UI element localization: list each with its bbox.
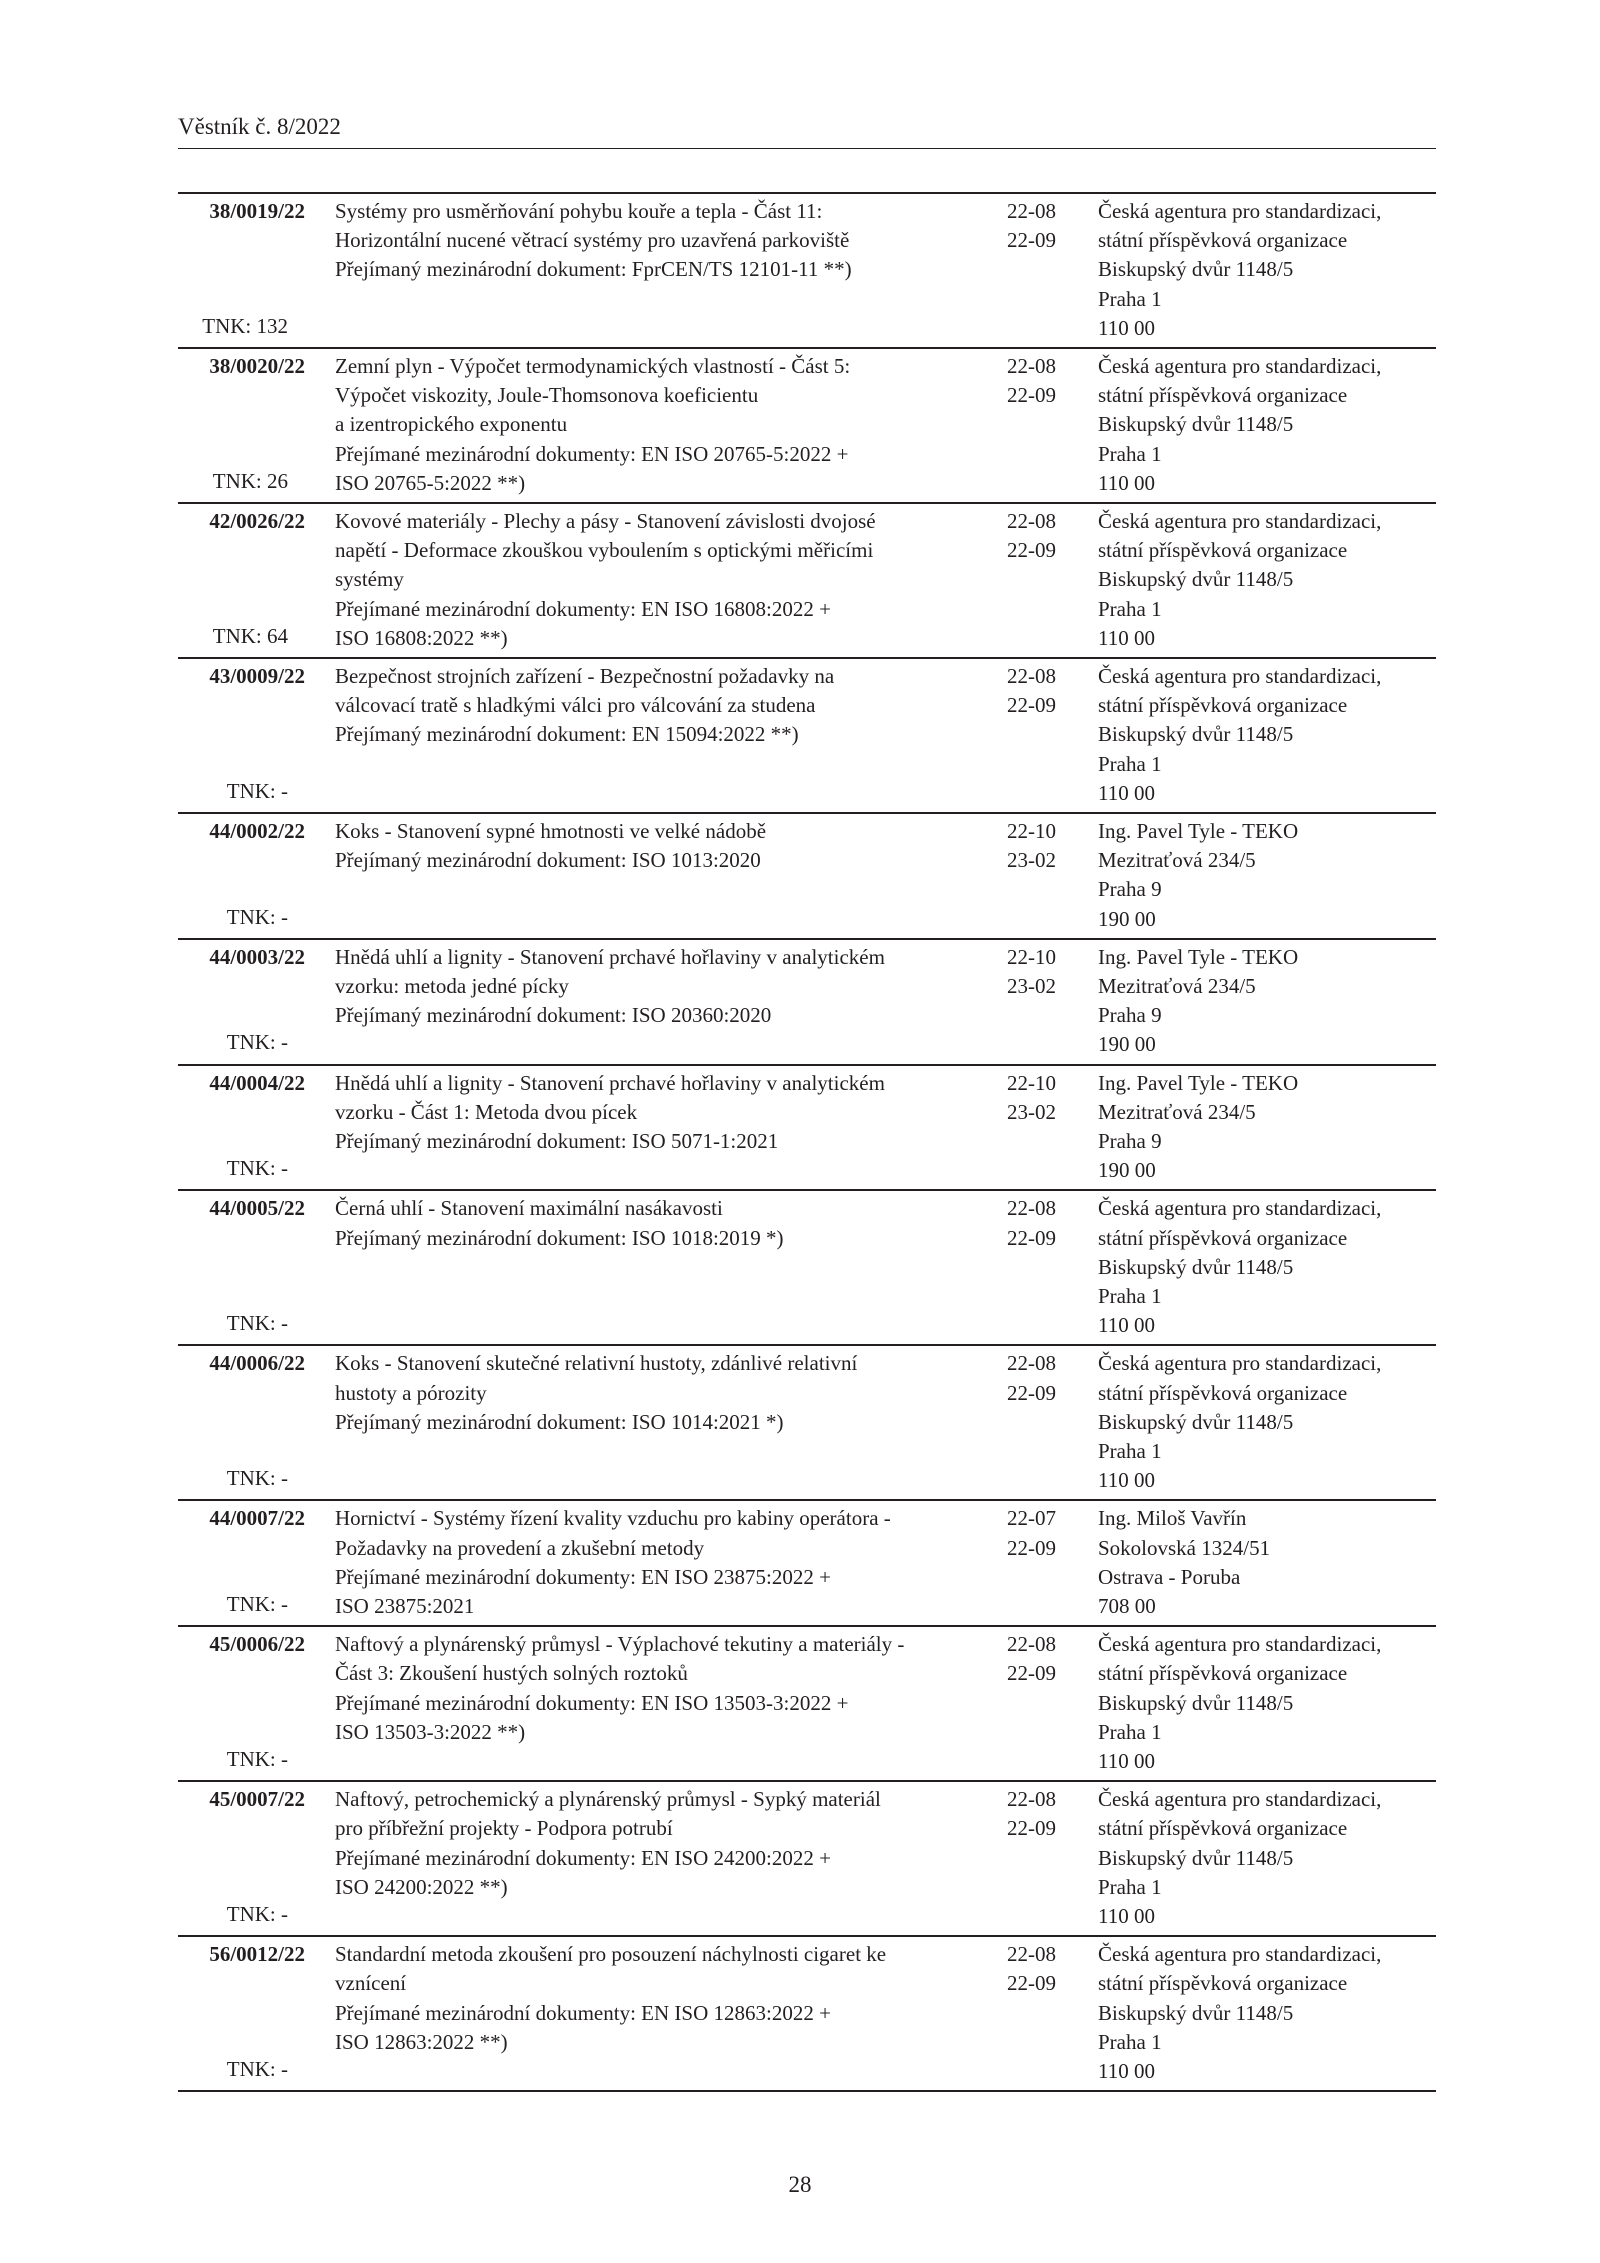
org-line: Mezitraťová 234/5 xyxy=(1098,974,1256,999)
standard-title xyxy=(335,1630,985,1747)
title-line: Přejímaný mezinárodní dokument: EN 15094:2022 **) xyxy=(335,722,799,747)
org-line: státní příspěvková organizace xyxy=(1098,383,1348,408)
date-value: 22-09 xyxy=(1007,1816,1056,1841)
title-line: ISO 24200:2022 **) xyxy=(335,1874,508,1899)
date-value: 22-09 xyxy=(1007,538,1056,563)
title-line: Přejímané mezinárodní dokumenty: EN ISO 13503-3:2022 + xyxy=(335,1690,849,1715)
org-line: 110 00 xyxy=(1098,315,1155,340)
org-line: Biskupský dvůr 1148/5 xyxy=(1098,257,1294,282)
org-line: 110 00 xyxy=(1098,1749,1155,1774)
organization xyxy=(1098,197,1438,343)
tnk-label: TNK: - xyxy=(226,1311,288,1336)
title-line: Systémy pro usměrňování pohybu kouře a tepla - Část 11: xyxy=(335,199,823,223)
title-line: Bezpečnost strojních zařízení - Bezpečnostní požadavky na xyxy=(335,664,835,689)
standard-code: 44/0005/22 xyxy=(209,1196,305,1221)
date-value: 23-02 xyxy=(1007,848,1056,873)
org-line: Česká agentura pro standardizaci, xyxy=(1098,509,1382,534)
title-line: Černá uhlí - Stanovení maximální nasákavosti xyxy=(335,1196,723,1221)
title-line: ISO 13503-3:2022 **) xyxy=(335,1719,526,1744)
org-line: Praha 9 xyxy=(1098,1003,1162,1028)
org-line: Biskupský dvůr 1148/5 xyxy=(1098,2000,1294,2025)
title-line: Koks - Stanovení sypné hmotnosti ve velké nádobě xyxy=(335,819,767,844)
org-line: Česká agentura pro standardizaci, xyxy=(1098,1196,1382,1221)
date-value: 22-09 xyxy=(1007,1971,1056,1996)
title-line: Požadavky na provedení a zkušební metody xyxy=(335,1535,705,1560)
org-line: Praha 1 xyxy=(1098,1284,1162,1309)
tnk-label: TNK: - xyxy=(226,778,288,803)
tnk-label: TNK: 64 xyxy=(212,623,288,648)
org-line: Praha 1 xyxy=(1098,596,1162,621)
dates xyxy=(1007,1349,1077,1407)
dates xyxy=(1007,352,1077,410)
org-line: Česká agentura pro standardizaci, xyxy=(1098,1787,1382,1812)
tnk-label: TNK: - xyxy=(226,1466,288,1491)
organization xyxy=(1098,1349,1438,1495)
date-value: 22-09 xyxy=(1007,1535,1056,1560)
title-line: Část 3: Zkoušení hustých solných roztoků xyxy=(335,1661,688,1686)
standard-title xyxy=(335,943,985,1031)
org-line: státní příspěvková organizace xyxy=(1098,1380,1348,1405)
date-value: 22-08 xyxy=(1007,509,1056,534)
standard-code: 44/0007/22 xyxy=(209,1506,305,1531)
table-row xyxy=(178,194,1436,349)
organization xyxy=(1098,1504,1438,1621)
org-line: 110 00 xyxy=(1098,1313,1155,1338)
standard-title xyxy=(335,1349,985,1437)
standards-table xyxy=(178,192,1436,2092)
org-line: Česká agentura pro standardizaci, xyxy=(1098,1351,1382,1376)
tnk-label: TNK: - xyxy=(226,1030,288,1055)
organization xyxy=(1098,1630,1438,1776)
title-line: ISO 16808:2022 **) xyxy=(335,625,508,650)
title-line: systémy xyxy=(335,567,404,592)
title-line: Přejímané mezinárodní dokumenty: EN ISO 20765-5:2022 + xyxy=(335,441,849,466)
org-line: 190 00 xyxy=(1098,1158,1156,1183)
org-line: státní příspěvková organizace xyxy=(1098,1816,1348,1841)
date-value: 23-02 xyxy=(1007,1099,1056,1124)
standard-title xyxy=(335,817,985,875)
org-line: Biskupský dvůr 1148/5 xyxy=(1098,1690,1294,1715)
title-line: Koks - Stanovení skutečné relativní hustoty, zdánlivé relativní xyxy=(335,1351,858,1376)
organization xyxy=(1098,943,1438,1060)
tnk-label: TNK: - xyxy=(226,2057,288,2082)
date-value: 22-09 xyxy=(1007,383,1056,408)
date-value: 22-07 xyxy=(1007,1506,1056,1531)
title-line: válcovací tratě s hladkými válci pro válcování za studena xyxy=(335,693,816,718)
title-line: Standardní metoda zkoušení pro posouzení náchylnosti cigaret ke xyxy=(335,1942,887,1967)
tnk-label: TNK: - xyxy=(226,1156,288,1181)
dates xyxy=(1007,1504,1077,1562)
org-line: Česká agentura pro standardizaci, xyxy=(1098,664,1382,689)
tnk-label: TNK: - xyxy=(226,1747,288,1772)
table-row xyxy=(178,1937,1436,2092)
table-row xyxy=(178,1066,1436,1192)
org-line: Sokolovská 1324/51 xyxy=(1098,1535,1271,1560)
standard-title xyxy=(335,1940,985,2057)
org-line: 110 00 xyxy=(1098,1904,1155,1929)
date-value: 22-08 xyxy=(1007,664,1056,689)
date-value: 22-08 xyxy=(1007,199,1056,223)
standard-code: 42/0026/22 xyxy=(209,509,305,534)
dates xyxy=(1007,507,1077,565)
organization xyxy=(1098,1785,1438,1931)
standard-code: 44/0002/22 xyxy=(209,819,305,844)
org-line: státní příspěvková organizace xyxy=(1098,1225,1348,1250)
date-value: 23-02 xyxy=(1007,974,1056,999)
title-line: Výpočet viskozity, Joule-Thomsonova koeficientu xyxy=(335,383,759,408)
org-line: Biskupský dvůr 1148/5 xyxy=(1098,1409,1294,1434)
standard-title xyxy=(335,1504,985,1621)
title-line: a izentropického exponentu xyxy=(335,412,568,437)
standard-code: 44/0004/22 xyxy=(209,1070,305,1095)
table-row xyxy=(178,504,1436,659)
dates xyxy=(1007,1940,1077,1998)
org-line: státní příspěvková organizace xyxy=(1098,228,1348,253)
org-line: Česká agentura pro standardizaci, xyxy=(1098,354,1382,378)
standard-title xyxy=(335,352,985,498)
title-line: Naftový a plynárenský průmysl - Výplachové tekutiny a materiály - xyxy=(335,1632,905,1657)
title-line: Přejímaný mezinárodní dokument: ISO 1014:2021 *) xyxy=(335,1409,784,1434)
org-line: 110 00 xyxy=(1098,780,1155,805)
date-value: 22-10 xyxy=(1007,944,1056,969)
standard-code: 44/0003/22 xyxy=(209,944,305,969)
org-line: 190 00 xyxy=(1098,906,1156,931)
standard-code: 45/0007/22 xyxy=(209,1787,305,1812)
dates xyxy=(1007,1069,1077,1127)
organization xyxy=(1098,1940,1438,2086)
org-line: Ing. Pavel Tyle - TEKO xyxy=(1098,1070,1299,1095)
org-line: Praha 9 xyxy=(1098,1129,1162,1154)
title-line: Přejímaný mezinárodní dokument: FprCEN/TS 12101-11 **) xyxy=(335,257,852,282)
dates xyxy=(1007,817,1077,875)
standard-title xyxy=(335,1194,985,1252)
standard-code: 44/0006/22 xyxy=(209,1351,305,1376)
date-value: 22-08 xyxy=(1007,1196,1056,1221)
date-value: 22-09 xyxy=(1007,1225,1056,1250)
tnk-label: TNK: - xyxy=(226,904,288,929)
org-line: Praha 1 xyxy=(1098,751,1162,776)
standard-title xyxy=(335,662,985,750)
page-header xyxy=(178,112,1436,149)
date-value: 22-08 xyxy=(1007,1942,1056,1967)
org-line: Biskupský dvůr 1148/5 xyxy=(1098,567,1294,592)
organization xyxy=(1098,817,1438,934)
table-row xyxy=(178,940,1436,1066)
org-line: 110 00 xyxy=(1098,2059,1155,2084)
header-rule xyxy=(178,148,1436,149)
org-line: 110 00 xyxy=(1098,625,1155,650)
standard-title xyxy=(335,1785,985,1902)
table-row xyxy=(178,349,1436,504)
org-line: 110 00 xyxy=(1098,470,1155,495)
table-row xyxy=(178,1346,1436,1501)
org-line: státní příspěvková organizace xyxy=(1098,538,1348,563)
org-line: Ing. Pavel Tyle - TEKO xyxy=(1098,944,1299,969)
title-line: Hnědá uhlí a lignity - Stanovení prchavé hořlaviny v analytickém xyxy=(335,1070,885,1095)
title-line: napětí - Deformace zkouškou vyboulením s optickými měřicími xyxy=(335,538,874,563)
dates xyxy=(1007,1785,1077,1843)
org-line: Ing. Miloš Vavřín xyxy=(1098,1506,1247,1531)
tnk-label: TNK: 26 xyxy=(212,468,288,493)
org-line: Praha 1 xyxy=(1098,2029,1162,2054)
tnk-label: TNK: - xyxy=(226,1902,288,1927)
organization xyxy=(1098,1194,1438,1340)
title-line: Přejímané mezinárodní dokumenty: EN ISO 24200:2022 + xyxy=(335,1845,831,1870)
title-line: Přejímané mezinárodní dokumenty: EN ISO 23875:2022 + xyxy=(335,1564,831,1589)
standard-code: 56/0012/22 xyxy=(209,1942,305,1967)
org-line: Česká agentura pro standardizaci, xyxy=(1098,199,1382,223)
organization xyxy=(1098,662,1438,808)
org-line: Biskupský dvůr 1148/5 xyxy=(1098,722,1294,747)
standard-title xyxy=(335,1069,985,1157)
org-line: Česká agentura pro standardizaci, xyxy=(1098,1632,1382,1657)
date-value: 22-09 xyxy=(1007,1380,1056,1405)
page-number: 28 xyxy=(788,2172,812,2197)
org-line: Praha 1 xyxy=(1098,1719,1162,1744)
org-line: Ing. Pavel Tyle - TEKO xyxy=(1098,819,1299,844)
org-line: Praha 1 xyxy=(1098,441,1162,466)
table-row xyxy=(178,1627,1436,1782)
org-line: Mezitraťová 234/5 xyxy=(1098,1099,1256,1124)
date-value: 22-10 xyxy=(1007,819,1056,844)
date-value: 22-10 xyxy=(1007,1070,1056,1095)
org-line: 190 00 xyxy=(1098,1032,1156,1057)
date-value: 22-09 xyxy=(1007,1661,1056,1686)
date-value: 22-08 xyxy=(1007,1632,1056,1657)
title-line: vzorku - Část 1: Metoda dvou pícek xyxy=(335,1099,638,1124)
title-line: Přejímaný mezinárodní dokument: ISO 5071-1:2021 xyxy=(335,1129,779,1154)
title-line: Přejímaný mezinárodní dokument: ISO 20360:2020 xyxy=(335,1003,772,1028)
title-line: pro příbřežní projekty - Podpora potrubí xyxy=(335,1816,673,1841)
standard-code: 43/0009/22 xyxy=(209,664,305,689)
title-line: Horizontální nucené větrací systémy pro uzavřená parkoviště xyxy=(335,228,850,253)
date-value: 22-08 xyxy=(1007,354,1056,378)
org-line: státní příspěvková organizace xyxy=(1098,1661,1348,1686)
title-line: Přejímaný mezinárodní dokument: ISO 1013:2020 xyxy=(335,848,761,873)
org-line: Mezitraťová 234/5 xyxy=(1098,848,1256,873)
organization xyxy=(1098,352,1438,498)
title-line: ISO 23875:2021 xyxy=(335,1594,475,1619)
title-line: Naftový, petrochemický a plynárenský průmysl - Sypký materiál xyxy=(335,1787,881,1812)
title-line: vzorku: metoda jedné pícky xyxy=(335,974,569,999)
table-row xyxy=(178,659,1436,814)
org-line: státní příspěvková organizace xyxy=(1098,1971,1348,1996)
title-line: vznícení xyxy=(335,1971,407,1996)
title-line: Přejímané mezinárodní dokumenty: EN ISO 16808:2022 + xyxy=(335,596,831,621)
date-value: 22-09 xyxy=(1007,693,1056,718)
date-value: 22-08 xyxy=(1007,1787,1056,1812)
bulletin-title: Věstník č. 8/2022 xyxy=(178,114,341,139)
org-line: Biskupský dvůr 1148/5 xyxy=(1098,412,1294,437)
dates xyxy=(1007,662,1077,720)
org-line: Praha 1 xyxy=(1098,1439,1162,1464)
standard-title xyxy=(335,507,985,653)
tnk-label: TNK: - xyxy=(226,1592,288,1617)
title-line: Hnědá uhlí a lignity - Stanovení prchavé hořlaviny v analytickém xyxy=(335,944,885,969)
dates xyxy=(1007,197,1077,255)
standard-code: 38/0019/22 xyxy=(209,199,305,223)
title-line: Zemní plyn - Výpočet termodynamických vlastností - Část 5: xyxy=(335,354,851,378)
org-line: Biskupský dvůr 1148/5 xyxy=(1098,1845,1294,1870)
dates xyxy=(1007,943,1077,1001)
org-line: státní příspěvková organizace xyxy=(1098,693,1348,718)
table-row xyxy=(178,1191,1436,1346)
organization xyxy=(1098,1069,1438,1186)
dates xyxy=(1007,1194,1077,1252)
standard-code: 38/0020/22 xyxy=(209,354,305,378)
org-line: Ostrava - Poruba xyxy=(1098,1564,1241,1589)
title-line: Hornictví - Systémy řízení kvality vzduchu pro kabiny operátora - xyxy=(335,1506,891,1531)
standard-title xyxy=(335,197,985,285)
table-row xyxy=(178,1501,1436,1627)
org-line: 708 00 xyxy=(1098,1594,1156,1619)
title-line: Kovové materiály - Plechy a pásy - Stanovení závislosti dvojosé xyxy=(335,509,876,534)
standard-code: 45/0006/22 xyxy=(209,1632,305,1657)
date-value: 22-09 xyxy=(1007,228,1056,253)
org-line: Biskupský dvůr 1148/5 xyxy=(1098,1254,1294,1279)
title-line: hustoty a pórozity xyxy=(335,1380,487,1405)
org-line: Praha 1 xyxy=(1098,1874,1162,1899)
title-line: Přejímané mezinárodní dokumenty: EN ISO 12863:2022 + xyxy=(335,2000,831,2025)
title-line: Přejímaný mezinárodní dokument: ISO 1018:2019 *) xyxy=(335,1225,784,1250)
organization xyxy=(1098,507,1438,653)
title-line: ISO 12863:2022 **) xyxy=(335,2029,508,2054)
org-line: Praha 1 xyxy=(1098,286,1162,311)
org-line: 110 00 xyxy=(1098,1468,1155,1493)
date-value: 22-08 xyxy=(1007,1351,1056,1376)
tnk-label: TNK: 132 xyxy=(202,313,288,338)
table-row xyxy=(178,1782,1436,1937)
title-line: ISO 20765-5:2022 **) xyxy=(335,470,526,495)
table-row xyxy=(178,814,1436,940)
org-line: Praha 9 xyxy=(1098,877,1162,902)
dates xyxy=(1007,1630,1077,1688)
org-line: Česká agentura pro standardizaci, xyxy=(1098,1942,1382,1967)
